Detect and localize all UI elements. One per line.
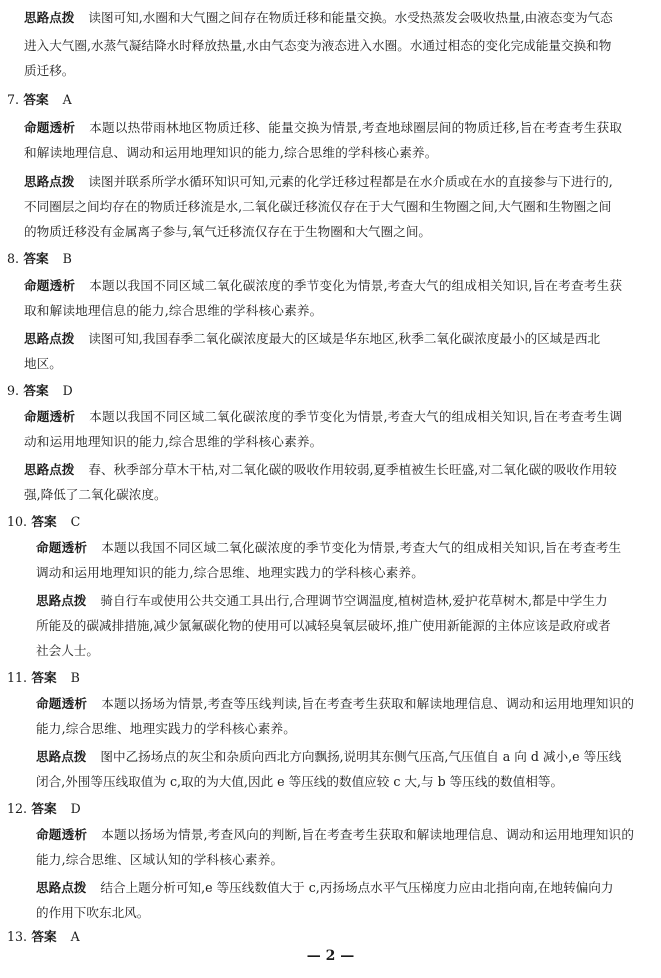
- intro-line-1: [24, 10, 613, 26]
- question-11-analysis-line-2: 能力,综合思维、地理实践力的学科核心素养。: [36, 721, 297, 736]
- question-7-hint-line-2: 不同圈层之间均存在的物质迁移流是水,二氧化碳迁移流仅存在于大气圈和生物圈之间,大气圈和生物圈之间: [24, 199, 612, 214]
- intro-line-2: 进入大气圈,水蒸气凝结降水时释放热量,水由气态变为液态进入水圈。水通过相态的变化完成能量交换和物: [24, 38, 612, 53]
- question-8-hint-line-2: 地区。: [24, 356, 62, 371]
- intro-text-1: 读图可知,水圈和大气圈之间存在物质迁移和能量交换。水受热蒸发会吸收热量,由液态变为气态: [88, 10, 613, 25]
- question-9-analysis-line-2: 动和运用地理知识的能力,综合思维的学科核心素养。: [24, 434, 323, 449]
- question-11-analysis-line-1: 命题透析 本题以扬场为情景,考查等压线判读,旨在考查考生获取和解读地理信息、调动和运用地理知识的: [36, 696, 635, 711]
- question-13-answer: 13. 答案 A: [7, 929, 80, 944]
- question-7-analysis-line-1: 命题透析 本题以热带雨林地区物质迁移、能量交换为情景,考查地球圈层间的物质迁移,旨在考查考生获取: [24, 120, 623, 135]
- question-7-analysis-line-2: 和解读地理信息、调动和运用地理知识的能力,综合思维的学科核心素养。: [24, 145, 438, 160]
- question-12-hint-line-2: 的作用下吹东北风。: [36, 905, 150, 920]
- question-7-hint-line-1: 思路点拨 读图并联系所学水循环知识可知,元素的化学迁移过程都是在水介质或在水的直接参与下进行的,: [24, 174, 613, 189]
- question-10-analysis-line-1: 命题透析 本题以我国不同区域二氧化碳浓度的季节变化为情景,考查大气的组成相关知识,旨在考查考生: [36, 540, 622, 555]
- question-10-hint-line-1: 思路点拨 骑自行车或使用公共交通工具出行,合理调节空调温度,植树造林,爱护花草树木,都是中学生力: [36, 593, 608, 608]
- question-10-hint-line-3: 社会人士。: [36, 643, 99, 658]
- intro-hint-label: 思路点拨: [24, 10, 75, 25]
- question-12-answer: 12. 答案 D: [7, 801, 81, 816]
- question-12-analysis-line-1: 命题透析 本题以扬场为情景,考查风向的判断,旨在考查考生获取和解读地理信息、调动和运用地理知识的: [36, 827, 635, 842]
- question-7-answer: 7. 答案 A: [7, 92, 72, 107]
- question-8-analysis-line-2: 取和解读地理信息的能力,综合思维的学科核心素养。: [24, 303, 323, 318]
- question-12-hint-line-1: 思路点拨 结合上题分析可知,e 等压线数值大于 c,丙扬场点水平气压梯度力应由北指向南,在地转偏向力: [36, 880, 614, 895]
- question-9-answer: 9. 答案 D: [7, 383, 73, 398]
- question-9-hint-line-2: 强,降低了二氧化碳浓度。: [24, 487, 167, 502]
- question-10-hint-line-2: 所能及的碳减排措施,减少氯氟碳化物的使用可以减轻臭氧层破坏,推广使用新能源的主体应该是政府或者: [36, 618, 611, 633]
- question-9-hint-line-1: 思路点拨 春、秋季部分草木干枯,对二氧化碳的吸收作用较弱,夏季植被生长旺盛,对二氧化碳的吸收作用较: [24, 462, 617, 477]
- question-8-hint-line-1: 思路点拨 读图可知,我国春季二氧化碳浓度最大的区域是华东地区,秋季二氧化碳浓度最小的区域是西北: [24, 331, 601, 346]
- question-10-answer: 10. 答案 C: [7, 514, 81, 529]
- question-9-analysis-line-1: 命题透析 本题以我国不同区域二氧化碳浓度的季节变化为情景,考查大气的组成相关知识,旨在考查考生调: [24, 409, 623, 424]
- question-8-answer: 8. 答案 B: [7, 251, 72, 266]
- question-11-answer: 11. 答案 B: [7, 670, 80, 685]
- question-11-hint-line-1: 思路点拨 图中乙扬场点的灰尘和杂质向西北方向飘扬,说明其东侧气压高,气压值自 a 向 d 减小,e 等压线: [36, 749, 622, 764]
- page-number: — 2 —: [306, 948, 355, 964]
- question-12-analysis-line-2: 能力,综合思维、区域认知的学科核心素养。: [36, 852, 284, 867]
- question-10-analysis-line-2: 调动和运用地理知识的能力,综合思维、地理实践力的学科核心素养。: [36, 565, 425, 580]
- intro-line-3: 质迁移。: [24, 63, 75, 78]
- question-7-hint-line-3: 的物质迁移没有金属离子参与,氧气迁移流仅存在于生物圈和大气圈之间。: [24, 224, 432, 239]
- question-11-hint-line-2: 闭合,外围等压线取值为 c,取的为大值,因此 e 等压线的数值应较 c 大,与 b 等压线的数值相等。: [36, 774, 564, 789]
- question-8-analysis-line-1: 命题透析 本题以我国不同区域二氧化碳浓度的季节变化为情景,考查大气的组成相关知识,旨在考查考生获: [24, 278, 623, 293]
